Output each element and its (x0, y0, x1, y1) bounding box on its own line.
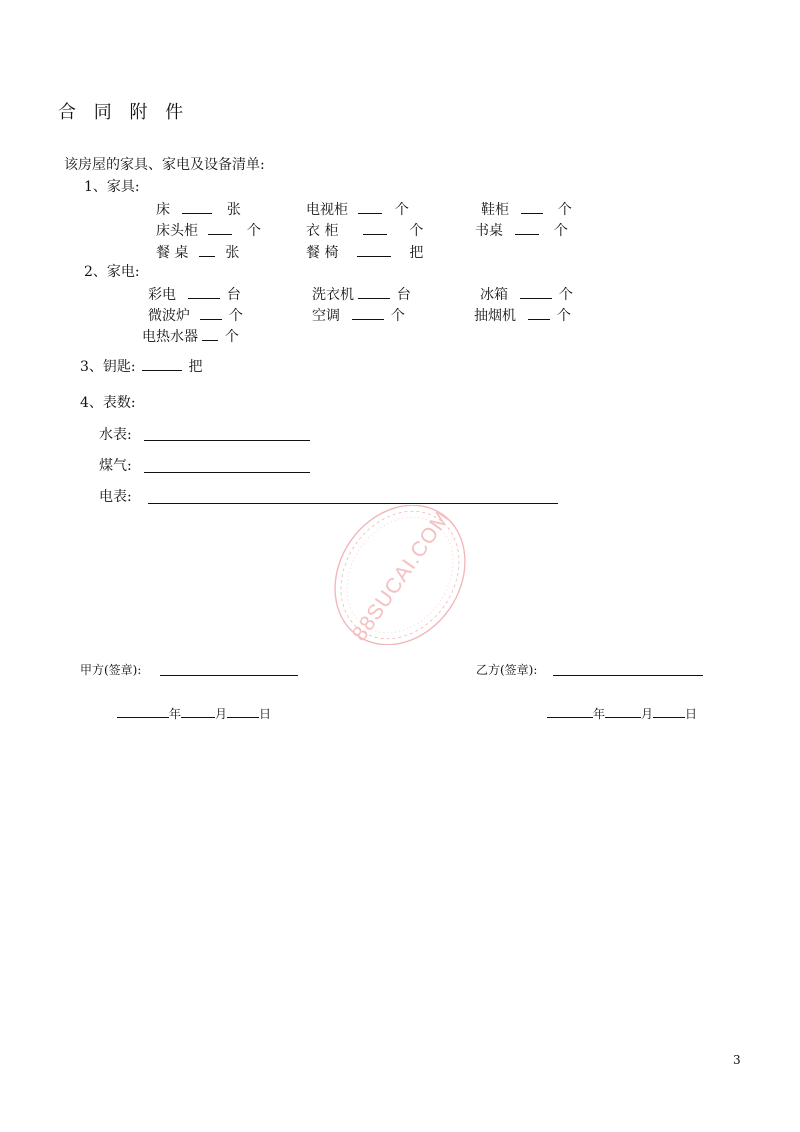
water-meter-label: 水表: (99, 427, 132, 443)
watermark-text: 88SUCAI.COM (347, 506, 455, 645)
item-unit: 个 (390, 308, 405, 324)
item-name: 书桌 (475, 223, 503, 239)
year-blank (117, 705, 169, 718)
keys-row (80, 358, 203, 374)
appliance-item (312, 307, 405, 323)
month-blank (181, 705, 215, 718)
list-intro: 该房屋的家具、家电及设备清单: (64, 157, 265, 173)
party-b-date (547, 705, 697, 720)
furniture-item (475, 222, 568, 238)
quantity-blank (182, 201, 212, 214)
furniture-item (156, 222, 261, 238)
appliance-item (474, 307, 571, 323)
item-name: 空调 (312, 308, 340, 324)
party-b-signature-line (553, 675, 703, 676)
item-unit: 张 (225, 245, 240, 261)
month-blank (605, 705, 641, 718)
item-name: 鞋柜 (481, 202, 509, 218)
item-unit: 个 (394, 202, 409, 218)
appliances-heading: 2、家电: (84, 264, 140, 280)
item-unit: 台 (226, 287, 241, 303)
item-unit: 台 (396, 287, 411, 303)
item-name: 彩电 (148, 287, 176, 303)
gas-meter-line (144, 472, 310, 473)
item-name: 洗衣机 (312, 287, 354, 303)
item-unit: 个 (556, 308, 571, 324)
appliance-item (480, 286, 573, 302)
item-name: 餐 椅 (306, 245, 339, 261)
month-label: 月 (641, 707, 654, 721)
furniture-item (156, 201, 241, 217)
furniture-item (306, 244, 423, 260)
furniture-item (306, 222, 423, 238)
item-unit: 个 (224, 329, 239, 345)
appliance-item (148, 307, 243, 323)
document-title: 合 同 附 件 (58, 102, 190, 123)
page-number: 3 (733, 1053, 741, 1067)
furniture-item (306, 201, 409, 217)
party-a-date (117, 705, 271, 720)
quantity-blank (357, 244, 391, 257)
appliance-item (142, 328, 239, 344)
year-blank (547, 705, 593, 718)
appliance-item (312, 286, 411, 302)
item-unit: 把 (409, 245, 424, 261)
party-a-label: 甲方(签章): (80, 663, 142, 677)
watermark-stamp (320, 505, 480, 645)
month-label: 月 (215, 707, 228, 721)
item-unit: 张 (226, 202, 241, 218)
item-name: 微波炉 (148, 308, 190, 324)
item-name: 冰箱 (480, 287, 508, 303)
quantity-blank (358, 201, 382, 214)
quantity-blank (528, 307, 550, 320)
quantity-blank (142, 358, 182, 371)
keys-unit: 把 (188, 359, 203, 375)
item-name: 抽烟机 (474, 308, 516, 324)
electric-meter-line (148, 503, 558, 504)
day-blank (653, 705, 685, 718)
party-b-label: 乙方(签章): (476, 663, 538, 677)
gas-meter-label: 煤气: (99, 458, 132, 474)
year-label: 年 (593, 707, 606, 721)
furniture-item (156, 244, 239, 260)
year-label: 年 (169, 707, 182, 721)
quantity-blank (363, 222, 387, 235)
quantity-blank (358, 286, 390, 299)
quantity-blank (208, 222, 232, 235)
day-label: 日 (259, 707, 272, 721)
item-name: 电视柜 (306, 202, 348, 218)
item-unit: 个 (553, 223, 568, 239)
quantity-blank (188, 286, 220, 299)
item-unit: 个 (558, 287, 573, 303)
item-name: 衣 柜 (306, 223, 339, 239)
keys-label: 3、钥匙: (80, 359, 136, 375)
electric-meter-label: 电表: (99, 489, 132, 505)
day-label: 日 (685, 707, 698, 721)
quantity-blank (202, 328, 218, 341)
furniture-item (481, 201, 572, 217)
quantity-blank (200, 307, 222, 320)
quantity-blank (515, 222, 539, 235)
quantity-blank (352, 307, 384, 320)
item-unit: 个 (246, 223, 261, 239)
item-name: 电热水器 (142, 329, 198, 345)
quantity-blank (520, 286, 552, 299)
furniture-heading: 1、家具: (84, 179, 140, 195)
water-meter-line (144, 440, 310, 441)
item-name: 床头柜 (156, 223, 198, 239)
appliance-item (148, 286, 241, 302)
party-a-signature-line (160, 675, 298, 676)
item-name: 餐 桌 (156, 245, 189, 261)
quantity-blank (199, 244, 215, 257)
meters-heading: 4、表数: (80, 395, 136, 411)
day-blank (227, 705, 259, 718)
item-unit: 个 (557, 202, 572, 218)
item-unit: 个 (409, 223, 424, 239)
quantity-blank (521, 201, 543, 214)
item-unit: 个 (228, 308, 243, 324)
item-name: 床 (156, 202, 170, 218)
